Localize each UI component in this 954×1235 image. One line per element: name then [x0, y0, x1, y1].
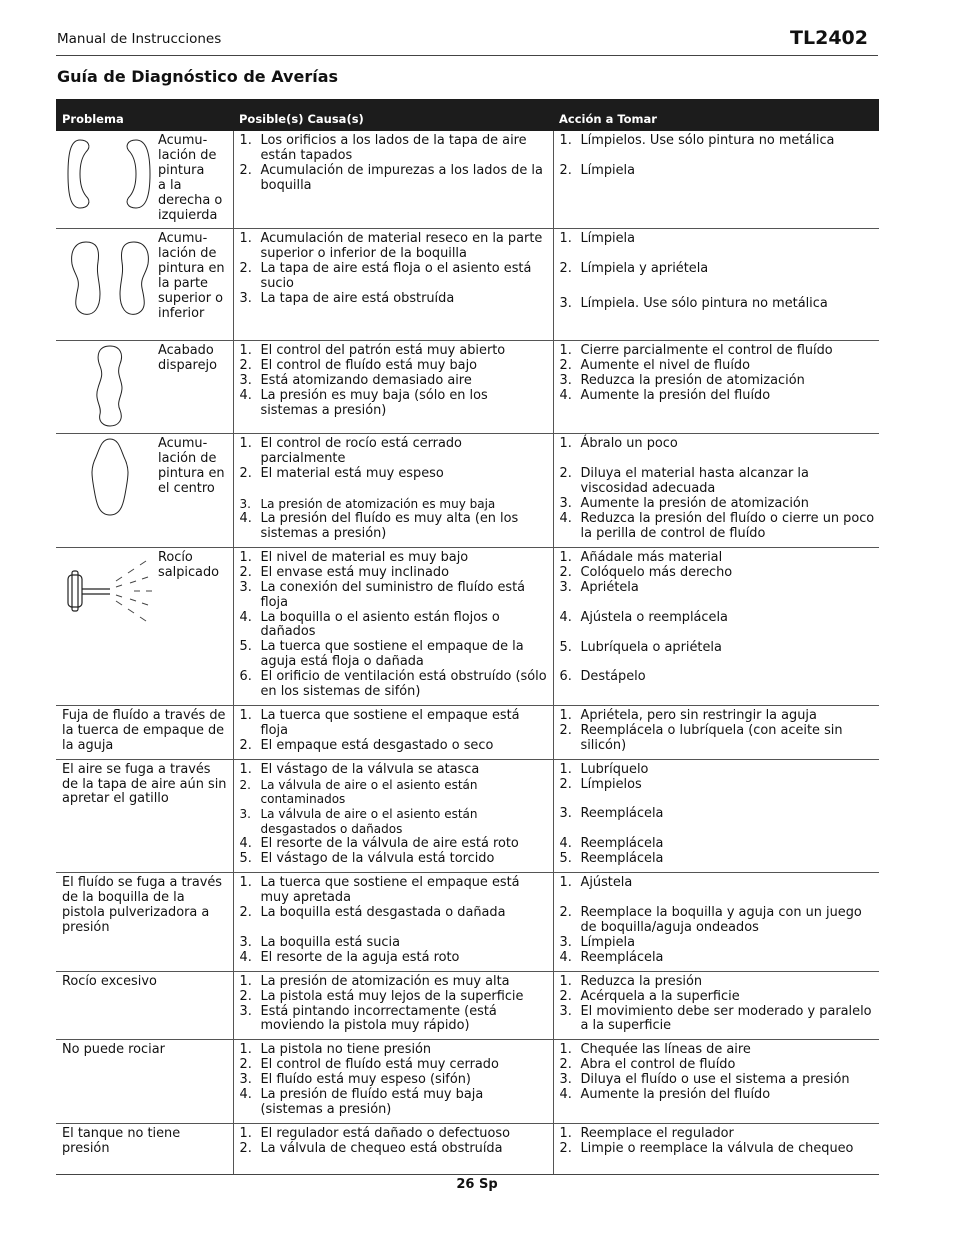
section-title: Guía de Diagnóstico de Averías	[57, 67, 339, 86]
problem-text: El fluído se fuga a través de la boquilla de la pistola pulverizadora a presión	[56, 873, 233, 972]
list-item: 2. El envase está muy inclinado	[239, 564, 449, 580]
problem-text: Rocío excesivo	[56, 971, 233, 1040]
causes-cell	[233, 229, 553, 341]
troubleshooting-table	[56, 99, 879, 1175]
list-item: 1. La pistola no tiene presión	[239, 1042, 432, 1058]
list-item: 1. Ajústela	[559, 875, 633, 891]
table-row	[56, 341, 879, 434]
list-item: 2. Abra el control de fluído	[559, 1057, 736, 1073]
actions-cell	[553, 547, 879, 705]
list-item: 5. Reemplácela	[559, 851, 664, 867]
problem-cell	[56, 547, 233, 705]
causes-cell	[233, 873, 553, 972]
list-item: 1. Reemplace el regulador	[559, 1125, 734, 1141]
list-item: 3. La presión de atomización es muy baja	[239, 497, 496, 512]
list-item: 5. El vástago de la válvula está torcido	[239, 851, 495, 867]
list-item: 6. El orificio de ventilación está obstruído (sólo en los sistemas de sifón)	[239, 669, 547, 700]
list-item: 1. El regulador está dañado o defectuoso	[239, 1125, 510, 1141]
problem-text: Acabado disparejo	[158, 343, 217, 374]
list-item: 2. Límpiela	[559, 162, 635, 178]
list-item: 1. Lubríquelo	[559, 761, 649, 777]
list-item: 2. La boquilla está desgastada o dañada	[239, 905, 506, 920]
column-header-problem: Problema	[56, 99, 233, 131]
table-header-row	[56, 99, 879, 131]
table-row	[56, 131, 879, 229]
list-item: 2. El control de fluído está muy bajo	[239, 358, 478, 374]
causes-cell	[233, 1040, 553, 1124]
list-item: 5. Lubríquela o apriétela	[559, 639, 722, 655]
list-item: 3. Está atomizando demasiado aire	[239, 373, 472, 389]
table-row	[56, 759, 879, 873]
list-item: 6. Destápelo	[559, 669, 646, 685]
list-item: 3. Límpiela. Use sólo pintura no metálica	[559, 296, 828, 312]
problem-text: Rocío salpicado	[158, 549, 220, 580]
list-item: 5. La tuerca que sostiene el empaque de la aguja está floja o dañada	[239, 639, 524, 670]
actions-cell	[553, 873, 879, 972]
uneven-finish-pattern-icon	[62, 344, 158, 428]
list-item: 4. La presión de fluído está muy baja (sistemas a presión)	[239, 1087, 484, 1117]
list-item: 1. La tuerca que sostiene el empaque está muy apretada	[239, 875, 520, 906]
list-item: 2. La válvula de chequeo está obstruída	[239, 1140, 503, 1156]
causes-cell	[233, 547, 553, 705]
paint-buildup-top-bottom-pattern-icon	[62, 232, 158, 322]
list-item: 3. Límpiela	[559, 934, 635, 950]
list-item: 3. Aumente la presión de atomización	[559, 496, 809, 512]
list-item: 4. El resorte de la aguja está roto	[239, 949, 460, 965]
list-item: 2. Reemplácela o lubríquela (con aceite sin silicón)	[559, 722, 843, 753]
list-item: 2. Aumente el nivel de fluído	[559, 358, 750, 374]
problem-text: El tanque no tiene presión	[56, 1123, 233, 1174]
list-item: 3. El movimiento debe ser moderado y paralelo a la superficie	[559, 1003, 872, 1034]
list-item: 2. La válvula de aire o el asiento están contaminados	[239, 777, 478, 807]
problem-cell	[56, 131, 233, 229]
actions-cell	[553, 1123, 879, 1174]
list-item: 1. Límpiela	[559, 231, 635, 247]
actions-cell	[553, 341, 879, 434]
list-item: 4. Aumente la presión del fluído	[559, 388, 771, 404]
list-item: 2. Acérquela a la superficie	[559, 988, 740, 1004]
list-item: 3. Está pintando incorrectamente (está moviendo la pistola muy rápido)	[239, 1003, 497, 1034]
problem-text: Acumu- lación de pintura a la derecha o izquierda	[158, 133, 223, 223]
actions-cell	[553, 759, 879, 873]
paint-buildup-center-pattern-icon	[62, 437, 158, 517]
list-item: 3. El fluído está muy espeso (sifón)	[239, 1072, 471, 1088]
problem-cell	[56, 434, 233, 547]
list-item: 1. El vástago de la válvula se atasca	[239, 761, 480, 777]
table-row	[56, 547, 879, 705]
page-number: 26 Sp	[456, 1177, 498, 1192]
list-item: 4. El resorte de la válvula de aire está roto	[239, 836, 519, 852]
problem-text: No puede rociar	[56, 1040, 233, 1124]
list-item: 1. Límpielos. Use sólo pintura no metálica	[559, 133, 835, 148]
causes-cell	[233, 434, 553, 547]
list-item: 2. La tapa de aire está floja o el asiento está sucio	[239, 261, 532, 292]
list-item: 3. La tapa de aire está obstruída	[239, 291, 455, 307]
list-item: 1. La tuerca que sostiene el empaque está floja	[239, 707, 520, 738]
actions-cell	[553, 1040, 879, 1124]
list-item: 3. La boquilla está sucia	[239, 934, 400, 950]
problem-cell	[56, 229, 233, 341]
list-item: 4. Ajústela o reemplácela	[559, 609, 728, 625]
list-item: 3. Apriétela	[559, 579, 639, 595]
causes-cell	[233, 1123, 553, 1174]
column-header-actions: Acción a Tomar	[553, 99, 879, 131]
list-item: 2. Limpie o reemplace la válvula de chequeo	[559, 1140, 854, 1156]
causes-cell	[233, 341, 553, 434]
actions-cell	[553, 434, 879, 547]
list-item: 3. La conexión del suministro de fluído está floja	[239, 579, 526, 610]
problem-text: Fuja de fluído a través de la tuerca de empaque de la aguja	[56, 705, 233, 759]
header-divider	[56, 55, 878, 56]
actions-cell	[553, 971, 879, 1040]
actions-cell	[553, 229, 879, 341]
column-header-causes: Posible(s) Causa(s)	[233, 99, 553, 131]
list-item: 2. Diluya el material hasta alcanzar la viscosidad adecuada	[559, 466, 809, 497]
paint-buildup-sides-pattern-icon	[62, 134, 158, 223]
list-item: 4. La presión es muy baja (sólo en los sistemas a presión)	[239, 388, 488, 419]
actions-cell	[553, 131, 879, 229]
spattered-spray-nozzle-icon	[62, 551, 158, 631]
list-item: 4. Reemplácela	[559, 836, 664, 852]
list-item: 3. Reduzca la presión de atomización	[559, 373, 805, 389]
table-row	[56, 1040, 879, 1124]
table-row	[56, 434, 879, 547]
list-item: 3. La válvula de aire o el asiento están desgastados o dañados	[239, 807, 478, 837]
list-item: 1. La presión de atomización es muy alta	[239, 973, 510, 989]
causes-cell	[233, 759, 553, 873]
list-item: 4. La boquilla o el asiento están flojos o dañados	[239, 609, 500, 640]
table-row	[56, 873, 879, 972]
table-row	[56, 229, 879, 341]
list-item: 1. El control del patrón está muy abierto	[239, 343, 506, 359]
causes-cell	[233, 971, 553, 1040]
list-item: 2. El material está muy espeso	[239, 466, 444, 482]
actions-cell	[553, 705, 879, 759]
list-item: 4. Aumente la presión del fluído	[559, 1087, 771, 1103]
list-item: 2. Colóquelo más derecho	[559, 564, 733, 580]
list-item: 4. Reemplácela	[559, 949, 664, 965]
list-item: 1. Reduzca la presión	[559, 973, 703, 989]
problem-text: Acumu- lación de pintura en la parte superior o inferior	[158, 231, 225, 321]
list-item: 2. Límpiela y apriétela	[559, 261, 709, 277]
list-item: 1. Cierre parcialmente el control de fluído	[559, 343, 833, 359]
list-item: 4. La presión del fluído es muy alta (en los sistemas a presión)	[239, 511, 519, 541]
list-item: 2. La pistola está muy lejos de la superficie	[239, 988, 524, 1004]
problem-text: Acumu- lación de pintura en el centro	[158, 436, 225, 497]
table-row	[56, 971, 879, 1040]
list-item: 1. Chequée las líneas de aire	[559, 1042, 751, 1058]
list-item: 4. Reduzca la presión del fluído o cierre un poco la perilla de control de fluído	[559, 511, 875, 541]
list-item: 1. Apriétela, pero sin restringir la aguja	[559, 707, 817, 723]
table-row	[56, 1123, 879, 1174]
list-item: 2. Reemplace la boquilla y aguja con un juego de boquilla/aguja ondeados	[559, 905, 862, 935]
list-item: 2. Acumulación de impurezas a los lados de la boquilla	[239, 162, 543, 193]
list-item: 1. Los orificios a los lados de la tapa de aire están tapados	[239, 133, 527, 163]
list-item: 1. Ábralo un poco	[559, 436, 678, 452]
list-item: 1. El nivel de material es muy bajo	[239, 549, 469, 565]
list-item: 2. Límpielos	[559, 776, 642, 792]
model-number: TL2402	[790, 27, 868, 49]
causes-cell	[233, 131, 553, 229]
list-item: 1. Añádale más material	[559, 549, 723, 565]
list-item: 1. Acumulación de material reseco en la parte superior o inferior de la boquilla	[239, 231, 543, 262]
list-item: 2. El empaque está desgastado o seco	[239, 737, 494, 753]
list-item: 3. Diluya el fluído o use el sistema a presión	[559, 1072, 850, 1088]
problem-text: El aire se fuga a través de la tapa de aire aún sin apretar el gatillo	[56, 759, 233, 873]
list-item: 1. El control de rocío está cerrado parcialmente	[239, 436, 462, 467]
list-item: 2. El control de fluído está muy cerrado	[239, 1057, 499, 1073]
table-row	[56, 705, 879, 759]
problem-cell	[56, 341, 233, 434]
list-item: 3. Reemplácela	[559, 806, 664, 822]
causes-cell	[233, 705, 553, 759]
manual-title: Manual de Instrucciones	[57, 31, 222, 47]
